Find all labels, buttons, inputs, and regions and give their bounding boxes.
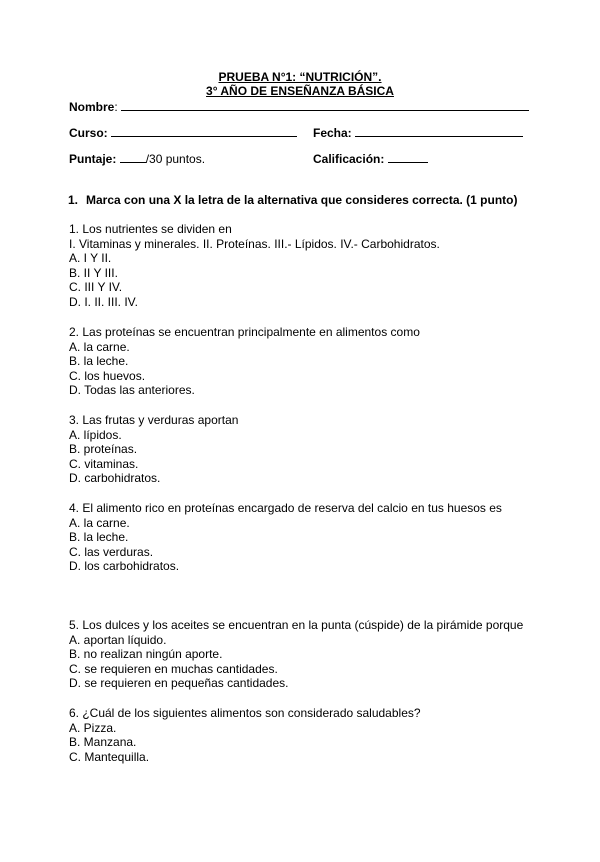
option-d[interactable]: D. se requieren en pequeñas cantidades. xyxy=(69,676,289,691)
question-stem: 1. Los nutrientes se dividen en xyxy=(69,222,232,236)
instruction xyxy=(68,193,517,207)
option-c[interactable]: C. Mantequilla. xyxy=(69,749,150,764)
fecha-label: Fecha: xyxy=(313,126,352,140)
curso-field xyxy=(69,125,297,140)
option-c[interactable]: C. III Y IV. xyxy=(69,280,123,295)
curso-blank[interactable] xyxy=(111,125,297,137)
option-b[interactable]: B. proteínas. xyxy=(69,442,138,457)
question-stem: 6. ¿Cuál de los siguientes alimentos son considerado saludables? xyxy=(69,706,421,720)
question-4 xyxy=(69,501,502,574)
exam-title: PRUEBA N°1: “NUTRICIÓN”. xyxy=(218,70,382,84)
calificacion-field xyxy=(313,151,428,166)
option-b[interactable]: B. la leche. xyxy=(69,354,129,369)
question-6 xyxy=(69,706,421,764)
option-d[interactable]: D. I. II. III. IV. xyxy=(69,294,138,309)
option-b[interactable]: B. II Y III. xyxy=(69,265,118,280)
question-stem: 3. Las frutas y verduras aportan xyxy=(69,413,239,427)
nombre-colon: : xyxy=(114,100,118,114)
option-d[interactable]: D. los carbohidratos. xyxy=(69,559,180,574)
nombre-label: Nombre xyxy=(69,100,115,114)
puntaje-suffix: /30 puntos. xyxy=(145,152,206,166)
option-b[interactable]: B. Manzana. xyxy=(69,735,137,750)
question-stem: 2. Las proteínas se encuentran principalmente en alimentos como xyxy=(69,325,420,339)
exam-subtitle: 3° AÑO DE ENSEÑANZA BÁSICA xyxy=(206,84,394,98)
nombre-field xyxy=(69,99,529,114)
calificacion-label: Calificación: xyxy=(313,152,385,166)
calificacion-blank[interactable] xyxy=(388,151,428,163)
instruction-number: 1. xyxy=(68,193,79,207)
puntaje-blank[interactable] xyxy=(120,151,146,163)
puntaje-label: Puntaje: xyxy=(69,152,117,166)
nombre-blank[interactable] xyxy=(121,99,529,111)
question-5 xyxy=(69,618,523,691)
option-b[interactable]: B. no realizan ningún aporte. xyxy=(69,647,223,662)
option-a[interactable]: A. I Y II. xyxy=(69,251,112,266)
question-stem: 4. El alimento rico en proteínas encargado de reserva del calcio en tus huesos es xyxy=(69,501,502,515)
puntaje-field xyxy=(69,151,205,166)
question-stem-continued: I. Vitaminas y minerales. II. Proteínas. III.- Lípidos. IV.- Carbohidratos. xyxy=(69,236,440,251)
option-a[interactable]: A. lípidos. xyxy=(69,427,122,442)
fecha-blank[interactable] xyxy=(355,125,523,137)
curso-label: Curso: xyxy=(69,126,108,140)
option-d[interactable]: D. Todas las anteriores. xyxy=(69,383,195,398)
option-a[interactable]: A. Pizza. xyxy=(69,720,117,735)
option-c[interactable]: C. los huevos. xyxy=(69,368,146,383)
option-b[interactable]: B. la leche. xyxy=(69,530,129,545)
option-d[interactable]: D. carbohidratos. xyxy=(69,471,161,486)
question-3 xyxy=(69,413,238,486)
instruction-text: Marca con una X la letra de la alternativa que consideres correcta. (1 punto) xyxy=(86,193,518,207)
option-c[interactable]: C. vitaminas. xyxy=(69,456,139,471)
fecha-field xyxy=(313,125,523,140)
question-stem: 5. Los dulces y los aceites se encuentran en la punta (cúspide) de la pirámide porque xyxy=(69,618,524,632)
question-1 xyxy=(69,222,440,310)
option-a[interactable]: A. la carne. xyxy=(69,339,130,354)
option-c[interactable]: C. las verduras. xyxy=(69,544,154,559)
question-2 xyxy=(69,325,420,398)
option-a[interactable]: A. la carne. xyxy=(69,515,130,530)
option-c[interactable]: C. se requieren en muchas cantidades. xyxy=(69,661,278,676)
option-a[interactable]: A. aportan líquido. xyxy=(69,632,167,647)
